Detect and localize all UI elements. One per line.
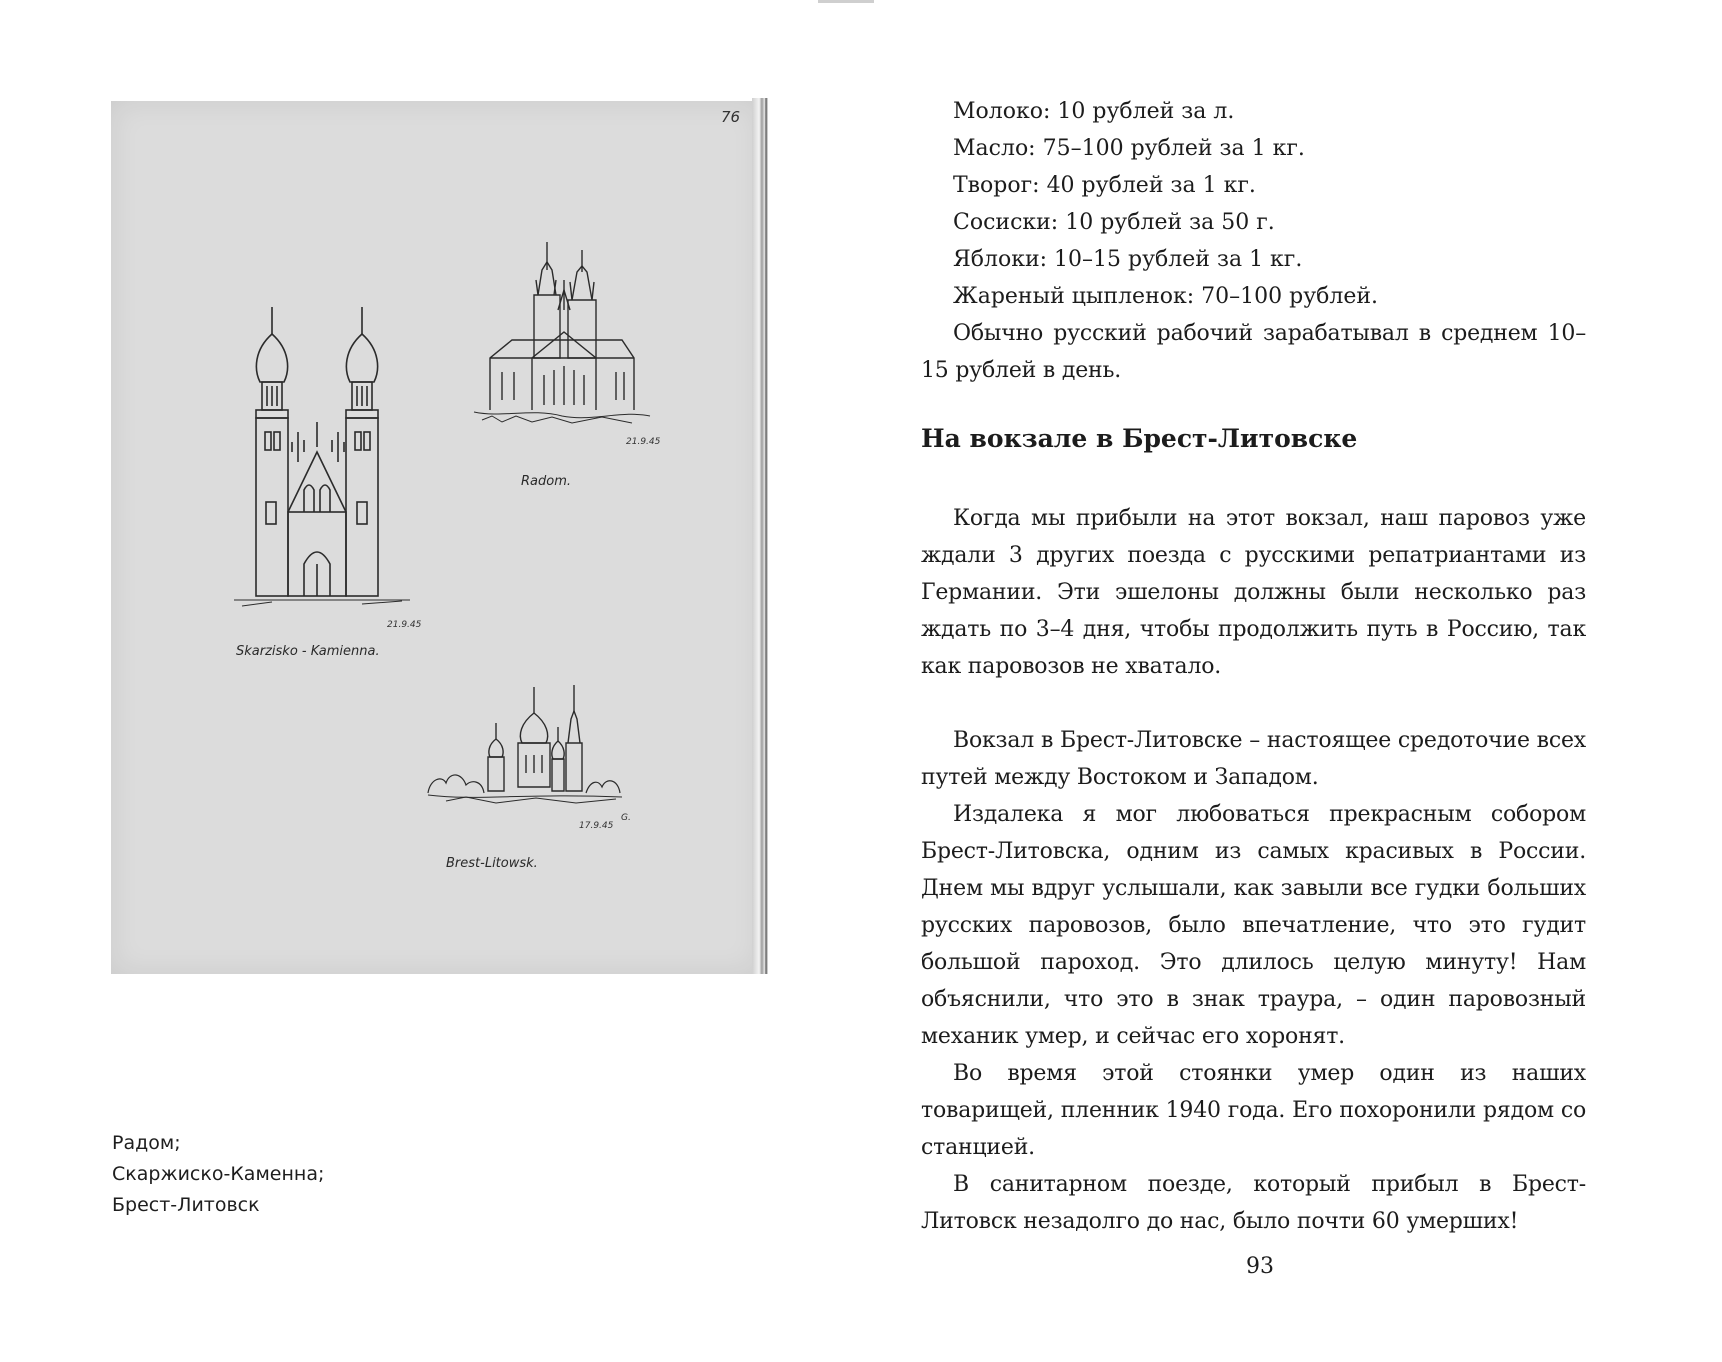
sketch-page-number: 76	[721, 108, 741, 126]
caption-line: Брест-Литовск	[112, 1194, 260, 1216]
drawing-brest-initial: G.	[621, 813, 631, 823]
illustration-caption	[112, 1128, 324, 1221]
drawing-skarzisko-church	[232, 302, 412, 612]
wage-paragraph: Обычно русский рабочий зарабатывал в среднем 10–15 рублей в день.	[921, 321, 1586, 383]
text-column	[921, 93, 1586, 1240]
body-paragraph: В санитарном поезде, который прибыл в Брест-Литовск незадолго до нас, было почти 60 умерших!	[921, 1172, 1586, 1234]
sketch-page-photo	[111, 101, 760, 974]
drawing-brest-church	[426, 683, 626, 813]
drawing-skarzisko-date: 21.9.45	[387, 620, 422, 630]
price-line: Масло: 75–100 рублей за 1 кг.	[953, 136, 1305, 161]
drawing-skarzisko-label: Skarzisko - Kamienna.	[236, 644, 380, 659]
price-line: Жареный цыпленок: 70–100 рублей.	[953, 284, 1379, 309]
drawing-brest-date: 17.9.45	[579, 821, 614, 831]
body-paragraph: Когда мы прибыли на этот вокзал, наш паровоз уже ждали 3 других поезда с русскими репатриантами из Германии. Эти эшелоны должны были несколько раз ждать по 3–4 дня, чтобы продолжить путь в Россию, так как паровозов не хватало.	[921, 506, 1586, 679]
caption-line: Радом;	[112, 1132, 181, 1154]
drawing-radom-date: 21.9.45	[626, 437, 661, 447]
body-paragraph: Издалека я мог любоваться прекрасным собором Брест-Литовска, одним из самых красивых в России. Днем мы вдруг услышали, как завыли все гудки больших русских паровозов, было впечатление, что это гудит большой пароход. Это длилось целую минуту! Нам объяснили, что это в знак траура, – один паровозный механик умер, и сейчас его хоронят.	[921, 802, 1586, 1049]
price-line: Яблоки: 10–15 рублей за 1 кг.	[953, 247, 1303, 272]
caption-line: Скаржиско-Каменна;	[112, 1163, 325, 1185]
body-paragraph: Вокзал в Брест-Литовске – настоящее средоточие всех путей между Востоком и Западом.	[921, 728, 1586, 790]
price-line: Молоко: 10 рублей за л.	[953, 99, 1235, 124]
price-line: Сосиски: 10 рублей за 50 г.	[953, 210, 1275, 235]
body-paragraph: Во время этой стоянки умер один из наших товарищей, пленник 1940 года. Его похоронили рядом со станцией.	[921, 1061, 1586, 1160]
sketch-page-edge	[752, 98, 770, 974]
page-number: 93	[1246, 1254, 1274, 1279]
spread-top-mark	[818, 0, 874, 3]
section-heading: На вокзале в Брест-Литовске	[921, 424, 1358, 453]
price-line: Творог: 40 рублей за 1 кг.	[953, 173, 1256, 198]
drawing-radom-label: Radom.	[521, 474, 572, 489]
drawing-brest-label: Brest-Litowsk.	[446, 856, 538, 871]
drawing-radom-cathedral	[472, 240, 652, 440]
